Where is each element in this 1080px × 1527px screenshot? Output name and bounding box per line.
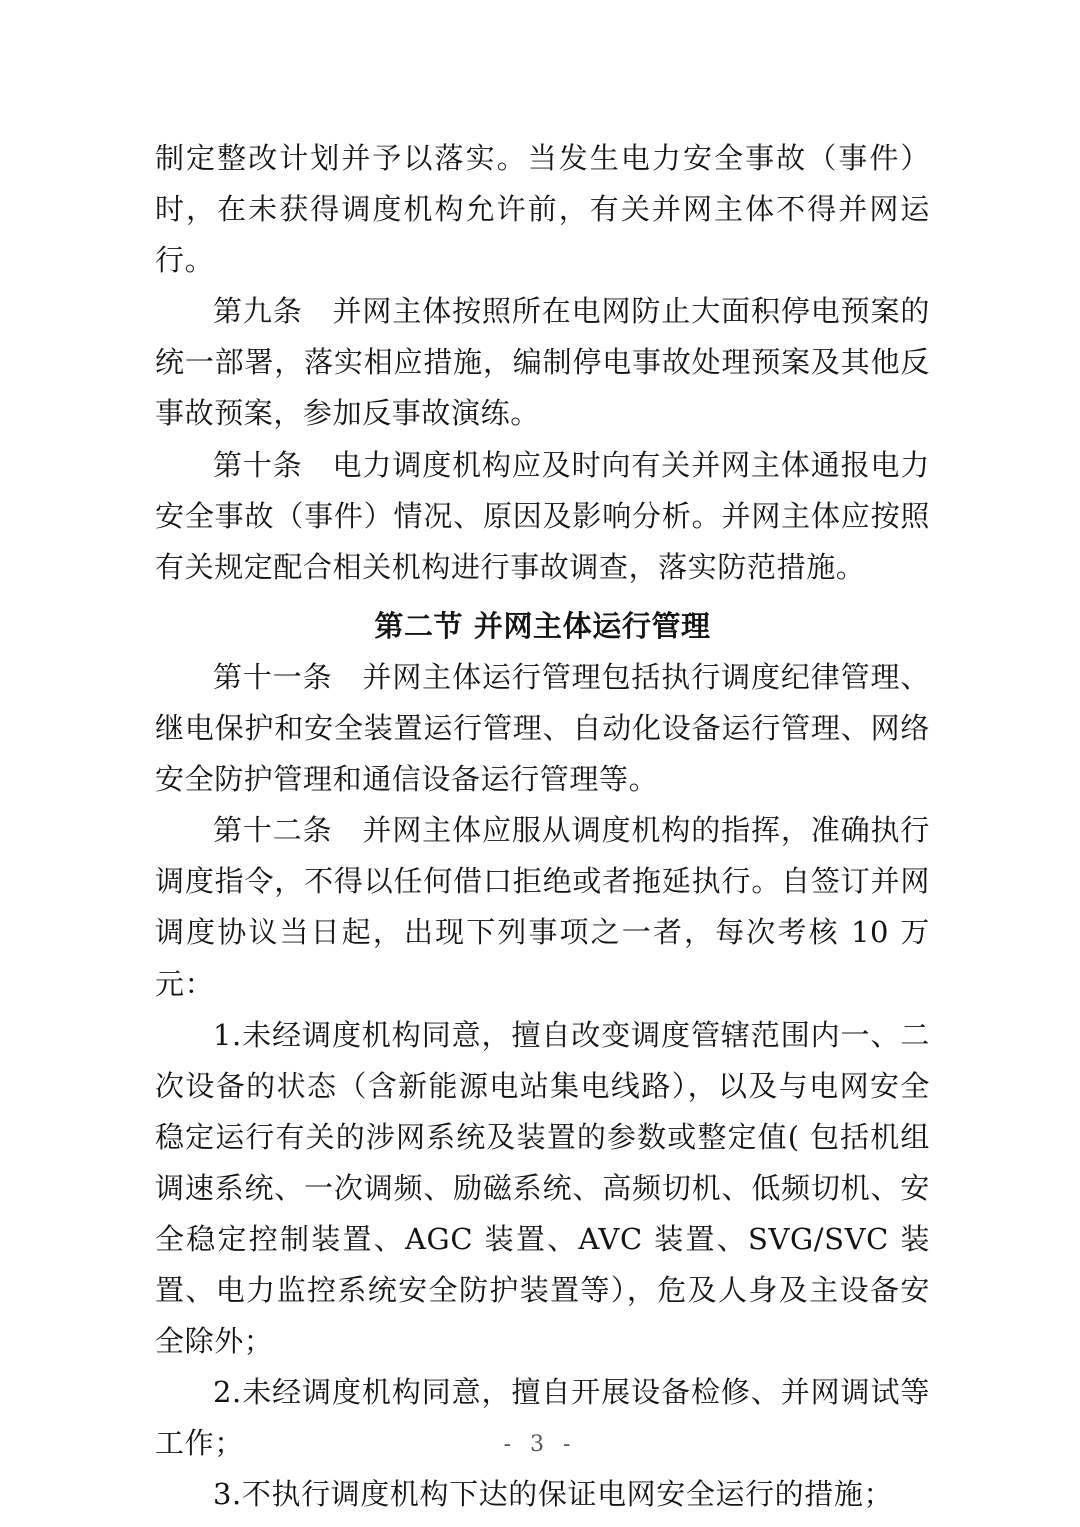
list-item-1: 1.未经调度机构同意，擅自改变调度管辖范围内一、二次设备的状态（含新能源电站集电线路），以及与电网安全稳定运行有关的涉网系统及装置的参数或整定值( 包括机组调速系统、一次调频、励磁系统、高频切机、低频切机、安全稳定控制装置、AGC 装置、AVC 装置、SVG/SVC 装置、电力监控系统安全防护装置等），危及人身及主设备安全除外；	[155, 1017, 930, 1359]
article-12: 第十二条 并网主体应服从调度机构的指挥，准确执行调度指令，不得以任何借口拒绝或者拖延执行。自签订并网调度协议当日起，出现下列事项之一者，每次考核 10 万元：	[155, 813, 930, 1001]
list-item-3: 3.不执行调度机构下达的保证电网安全运行的措施；	[213, 1477, 894, 1512]
paragraph-continued: 制定整改计划并予以落实。当发生电力安全事故（事件）时，在未获得调度机构允许前，有关并网主体不得并网运行。	[155, 141, 930, 278]
section-heading: 第二节 并网主体运行管理	[374, 608, 711, 643]
list-item-2: 2.未经调度机构同意，擅自开展设备检修、并网调试等工作；	[155, 1375, 930, 1461]
body-text	[155, 133, 930, 1521]
article-10: 第十条 电力调度机构应及时向有关并网主体通报电力安全事故（事件）情况、原因及影响分析。并网主体应按照有关规定配合相关机构进行事故调查，落实防范措施。	[155, 447, 930, 584]
article-9: 第九条 并网主体按照所在电网防止大面积停电预案的统一部署，落实相应措施，编制停电事故处理预案及其他反事故预案，参加反事故演练。	[155, 294, 930, 431]
article-11: 第十一条 并网主体运行管理包括执行调度纪律管理、继电保护和安全装置运行管理、自动化设备运行管理、网络安全防护管理和通信设备运行管理等。	[155, 659, 930, 797]
page-number: - 3 -	[503, 1432, 577, 1457]
